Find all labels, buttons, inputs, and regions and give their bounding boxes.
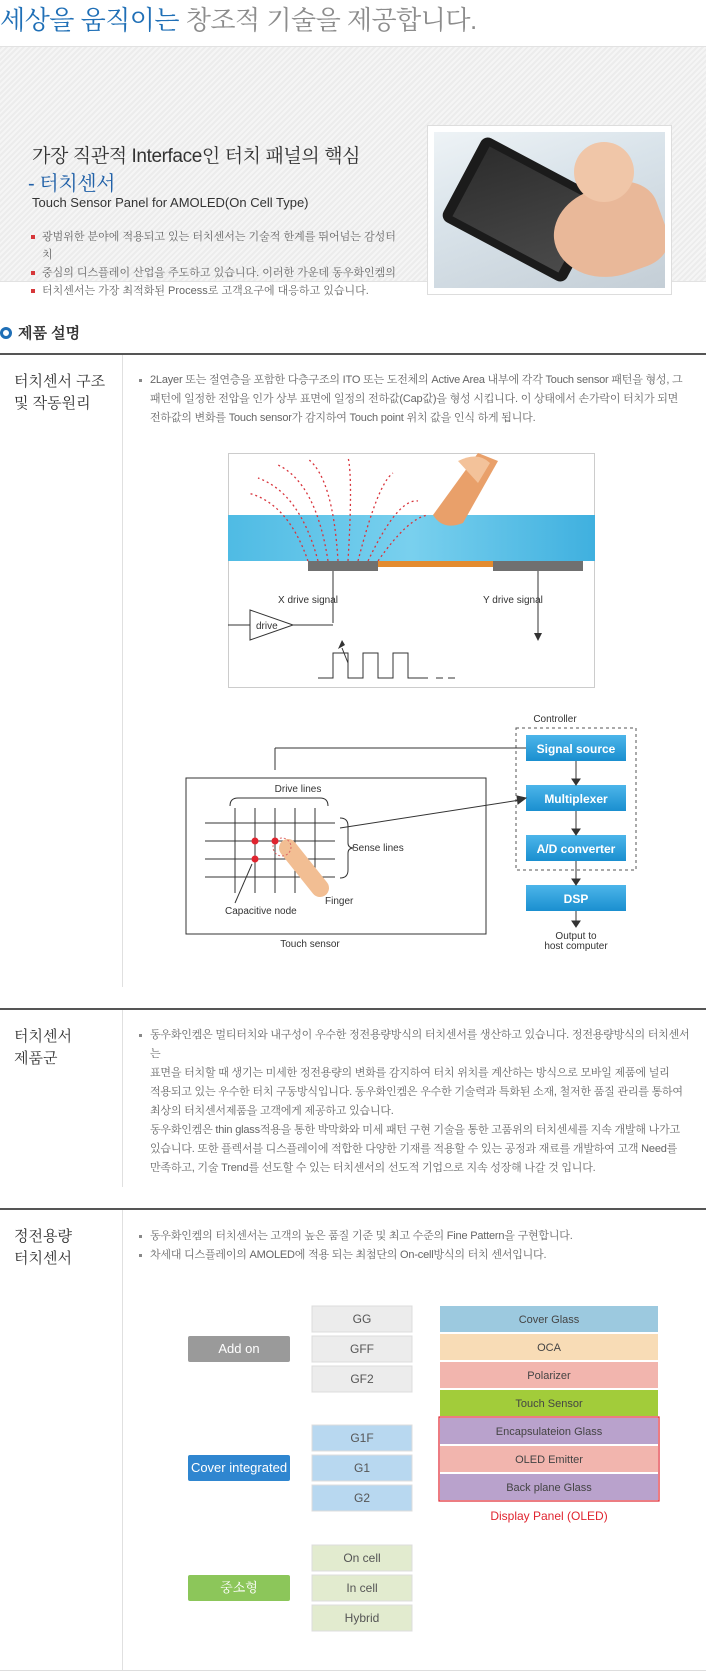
stack-item-label: G1 (353, 1461, 371, 1475)
hero-description (30, 228, 400, 300)
column-divider (122, 1010, 123, 1187)
page-headline (0, 0, 477, 34)
layer-label: OLED Emitter (515, 1454, 583, 1466)
signal-source-block (526, 735, 626, 761)
capacitive-node-label: Capacitive node (225, 906, 297, 917)
y-drive-signal-label: Y drive signal (483, 595, 543, 606)
svg-text:DSP: DSP (563, 892, 589, 906)
stack-group-label: 중소형 (220, 1580, 258, 1595)
hero-desc-line: 중심의 디스플레이 산업을 주도하고 있습니다. 이러한 가운데 동우화인켐의 (30, 264, 400, 282)
drive-label: drive (256, 621, 278, 632)
row-divider (0, 1208, 706, 1210)
stack-group-label: Add on (218, 1341, 260, 1356)
stack-item-label: In cell (346, 1581, 378, 1595)
row-heading-structure: 터치센서 구조 및 작동원리 (14, 373, 106, 412)
drive-lines-label: Drive lines (274, 784, 322, 795)
finger-label: Finger (325, 896, 354, 907)
output-label-line1: Output to (555, 931, 597, 942)
touch-sensor-stack-diagram (180, 1300, 670, 1640)
sense-lines-label: Sense lines (352, 843, 404, 854)
touch-principle-diagram (228, 453, 595, 688)
hero-photo-tablet (427, 125, 672, 295)
svg-text:Signal source: Signal source (536, 742, 616, 756)
row-heading-capacitive: 정전용량 터치센서 (14, 1228, 72, 1267)
stack-item-label: On cell (343, 1551, 381, 1565)
section-title: 제품 설명 (0, 322, 80, 343)
hero-english-title: Touch Sensor Panel for AMOLED(On Cell Type) (32, 195, 309, 210)
row-divider (0, 1008, 706, 1010)
stack-item-label: GF2 (350, 1372, 374, 1386)
multiplexer-block (526, 785, 626, 811)
hero-title: 가장 직관적 Interface인 터치 패널의 핵심 (32, 146, 361, 167)
stack-item-label: G2 (353, 1491, 371, 1505)
stack-item-label: GFF (350, 1342, 374, 1356)
stack-group-label: Cover integrated (190, 1460, 288, 1475)
layer-label: Back plane Glass (506, 1482, 592, 1494)
output-label-line2: host computer (544, 941, 608, 952)
hero-subtitle: - 터치센서 (28, 173, 116, 195)
x-drive-signal-label: X drive signal (278, 595, 339, 606)
layer-label: Encapsulateion Glass (495, 1426, 603, 1438)
layer-label: Polarizer (527, 1370, 571, 1382)
stack-item-label: G1F (350, 1431, 374, 1445)
display-panel-label: Display Panel (OLED) (490, 1509, 608, 1523)
layer-label: Touch Sensor (515, 1398, 583, 1410)
row-text-products: 동우화인켐은 멀티터치와 내구성이 우수한 정전용량방식의 터치센서를 생산하고 있습니다. 정전용량방식의 터치센서는 표면을 터치할 때 생기는 미세한 정전용량의 변화를 감지하여 터치 위치를 계산하는 방식으로 모바일 제품에 널리 적용되고 있는 우수한 터치 구동방식입니다. 동우화인켐은 우수한 기술력과 특화된 소재, 철저한 품질 관리를 통하여 최상의 터치센서제품을 고객에게 제공하고 있습니다. 동우화인켐은 thin glass적용을 통한 박막화와 미세 패턴 구현 기술을 통한 고품위의 터치센세를 지속 개발해 나가고 있습니다. 또한 플렉서블 디스플레이에 적합한 다양한 기재를 적용할 수 있는 공정과 재료를 개발하여 고객 Need를 만족하고, 기술 Trend를 선도할 수 있는 터치센서의 선도적 기업으로 지속 성장해 나갈 것 입니다. (138, 1026, 696, 1178)
layer-label: OCA (537, 1342, 561, 1354)
headline-rest: 창조적 기술을 제공합니다. (185, 5, 477, 35)
circle-bullet-icon (0, 327, 12, 339)
controller-diagram (180, 708, 650, 953)
row-heading-products: 터치센서 제품군 (14, 1028, 72, 1067)
hero-banner (0, 46, 706, 297)
column-divider (122, 1210, 123, 1671)
column-divider (122, 355, 123, 987)
hero-desc-line: 광범위한 분야에 적용되고 있는 터치센서는 기술적 한계를 뛰어넘는 감성터치 (30, 228, 400, 264)
headline-highlight: 세상을 움직이는 (0, 5, 180, 35)
touch-sensor-label: Touch sensor (280, 939, 340, 950)
row-text-structure: 2Layer 또는 절연층을 포함한 다층구조의 ITO 또는 도전체의 Active Area 내부에 각각 Touch sensor 패턴을 형성, 그 패턴에 일정한 전압을 인가 상부 표면에 일정의 전하값(Cap값)을 형성 시킵니다. 이 상태에서 손가락이 터치가 되면 전하값의 변화를 Touch sensor가 감지하여 Touch point 위치 값을 인식 하게 됩니다. (138, 371, 696, 428)
stack-item-label: GG (352, 1312, 372, 1326)
ad-converter-block (526, 835, 626, 861)
stack-item-label: Hybrid (344, 1611, 380, 1625)
row-text-capacitive: 동우화인켐의 터치센서는 고객의 높은 품질 기준 및 최고 수준의 Fine Pattern을 구현합니다. 차세대 디스플레이의 AMOLED에 적용 되는 최첨단의 On-cell방식의 터치 센서입니다. (138, 1227, 696, 1265)
controller-label: Controller (533, 714, 577, 725)
svg-text:Multiplexer: Multiplexer (544, 792, 608, 806)
svg-text:A/D converter: A/D converter (536, 842, 616, 856)
dsp-block (526, 885, 626, 911)
hero-desc-line: 터치센서는 가장 최적화된 Process로 고객요구에 대응하고 있습니다. (30, 282, 400, 300)
layer-label: Cover Glass (518, 1314, 580, 1326)
row-divider (0, 353, 706, 355)
